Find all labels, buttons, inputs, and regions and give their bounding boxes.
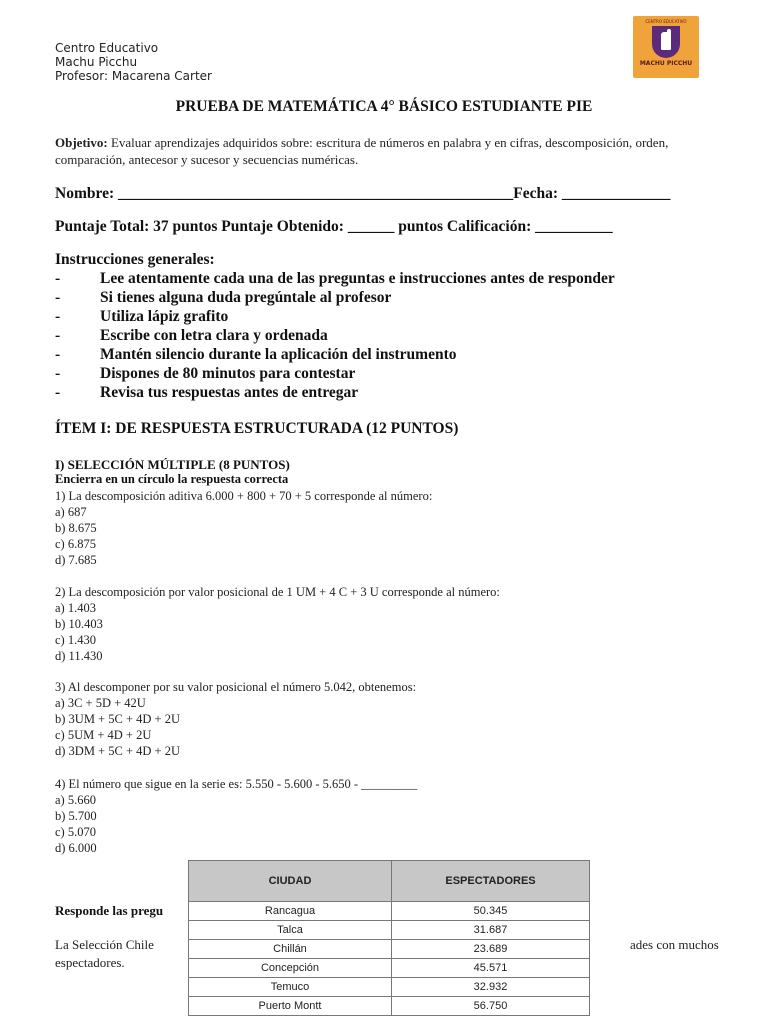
table-row: [189, 997, 590, 1016]
instruction-item: - Mantén silencio durante la aplicación del instrumento: [55, 346, 457, 363]
score-line: Puntaje Total: 37 puntos Puntaje Obtenido: ______ puntos Calificación: __________: [55, 218, 613, 235]
question-4: [55, 776, 417, 856]
answer-option[interactable]: b) 5.700: [55, 809, 97, 823]
instruction-item: - Escribe con letra clara y ordenada: [55, 327, 328, 344]
city-cell: Concepción: [189, 959, 392, 978]
table-row: [189, 978, 590, 997]
spectators-cell: 31.687: [392, 921, 590, 940]
paragraph-line2: espectadores.: [55, 955, 125, 970]
answer-option[interactable]: d) 6.000: [55, 841, 97, 855]
city-cell: Rancagua: [189, 902, 392, 921]
table-row: [189, 940, 590, 959]
answer-option[interactable]: c) 5.070: [55, 825, 96, 839]
column-header-city: CIUDAD: [189, 861, 392, 902]
answer-option[interactable]: c) 1.430: [55, 633, 96, 647]
spectators-cell: 45.571: [392, 959, 590, 978]
answer-option[interactable]: a) 1.403: [55, 601, 96, 615]
paragraph-right: ades con muchos: [630, 937, 719, 952]
instructions-list: [55, 269, 715, 402]
answer-option[interactable]: a) 3C + 5D + 42U: [55, 696, 146, 710]
spectators-cell: 32.932: [392, 978, 590, 997]
instructions-heading: Instrucciones generales:: [55, 251, 215, 268]
objective: [55, 134, 710, 168]
answer-option[interactable]: a) 5.660: [55, 793, 96, 807]
city-cell: Talca: [189, 921, 392, 940]
instruction-item: - Lee atentamente cada una de las preguntas e instrucciones antes de responder: [55, 270, 615, 287]
city-cell: Chillán: [189, 940, 392, 959]
respond-instruction: Responde las pregu: [55, 903, 164, 918]
instruction-item: - Utiliza lápiz grafito: [55, 308, 229, 325]
question-3: [55, 679, 416, 759]
page-title: PRUEBA DE MATEMÁTICA 4° BÁSICO ESTUDIANTE PIE: [175, 98, 593, 115]
spectators-cell: 56.750: [392, 997, 590, 1016]
question-1: [55, 488, 432, 568]
answer-option[interactable]: c) 6.875: [55, 537, 96, 551]
table-row: [189, 959, 590, 978]
objective-label: Objetivo:: [55, 135, 108, 150]
question-2: [55, 584, 500, 664]
logo-top-text: CENTRO EDUCATIVO: [645, 19, 687, 24]
teacher-name: Profesor: Macarena Carter: [55, 69, 212, 83]
answer-option[interactable]: b) 8.675: [55, 521, 97, 535]
item-heading: ÍTEM I: DE RESPUESTA ESTRUCTURADA (12 PUNTOS): [55, 420, 459, 437]
section-heading: I) SELECCIÓN MÚLTIPLE (8 PUNTOS): [55, 457, 290, 472]
school-name-line2: Machu Picchu: [55, 55, 138, 69]
answer-option[interactable]: d) 7.685: [55, 553, 97, 567]
table-header-row: [189, 861, 590, 902]
logo-text: MACHU PICCHU: [639, 60, 693, 67]
answer-option[interactable]: d) 3DM + 5C + 4D + 2U: [55, 744, 180, 758]
llama-shield-icon: [652, 26, 680, 58]
section-instruction: Encierra en un círculo la respuesta correcta: [55, 472, 289, 486]
spectators-table: [188, 860, 590, 1016]
spectators-cell: 23.689: [392, 940, 590, 959]
table-row: [189, 902, 590, 921]
spectators-cell: 50.345: [392, 902, 590, 921]
answer-option[interactable]: c) 5UM + 4D + 2U: [55, 728, 152, 742]
answer-option[interactable]: b) 10.403: [55, 617, 103, 631]
column-header-spectators: ESPECTADORES: [392, 861, 590, 902]
table-row: [189, 921, 590, 940]
school-name-line1: Centro Educativo: [55, 41, 159, 55]
question-stem: 3) Al descomponer por su valor posicional el número 5.042, obtenemos:: [55, 680, 417, 694]
answer-option[interactable]: d) 11.430: [55, 649, 103, 663]
instruction-item: - Dispones de 80 minutos para contestar: [55, 365, 356, 382]
answer-option[interactable]: b) 3UM + 5C + 4D + 2U: [55, 712, 180, 726]
instruction-item: - Revisa tus respuestas antes de entregar: [55, 384, 359, 401]
answer-option[interactable]: a) 687: [55, 505, 87, 519]
paragraph-left: La Selección Chile: [55, 937, 154, 952]
question-stem: 1) La descomposición aditiva 6.000 + 800 + 70 + 5 corresponde al número:: [55, 489, 433, 503]
name-date-line: Nombre: ___________________________________________________Fecha: ______________: [55, 185, 671, 202]
question-stem: 4) El número que sigue en la serie es: 5.550 - 5.600 - 5.650 - _________: [55, 777, 418, 791]
city-cell: Puerto Montt: [189, 997, 392, 1016]
objective-text: Evaluar aprendizajes adquiridos sobre: escritura de números en palabra y en cifras, descomposición, orden, comparación, antecesor y sucesor y secuencias numéricas.: [55, 135, 669, 167]
instruction-item: - Si tienes alguna duda pregúntale al profesor: [55, 289, 392, 306]
question-stem: 2) La descomposición por valor posicional de 1 UM + 4 C + 3 U corresponde al número:: [55, 585, 500, 599]
school-logo: [633, 16, 699, 78]
city-cell: Temuco: [189, 978, 392, 997]
